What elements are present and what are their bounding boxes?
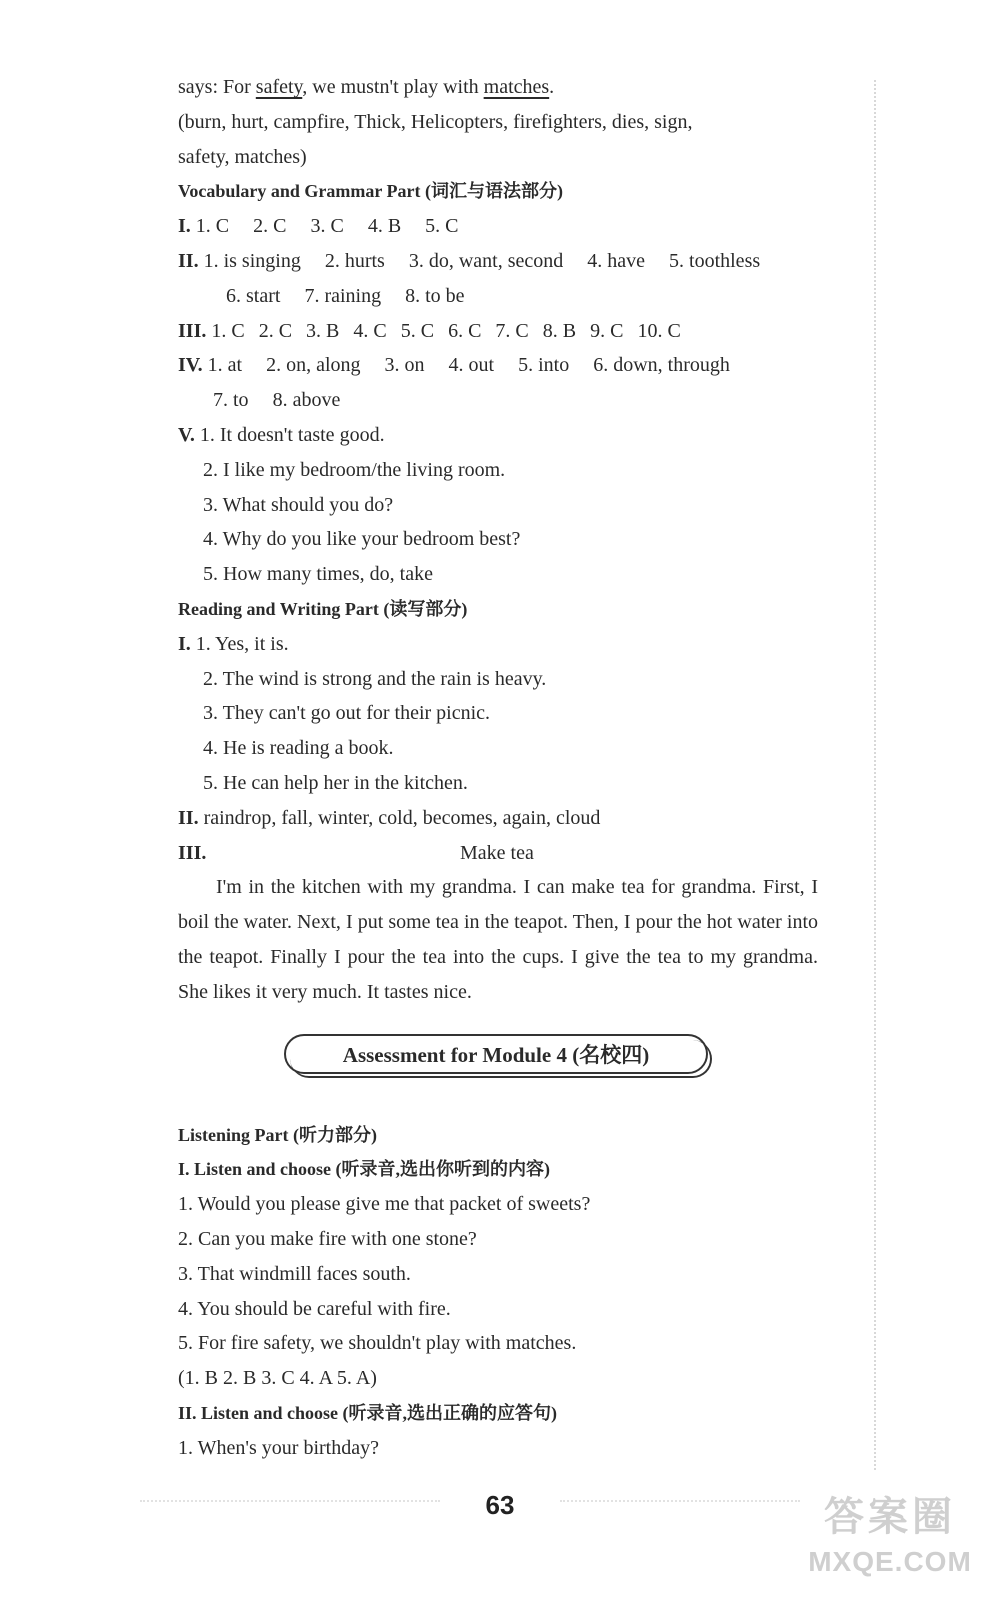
listening-item: 1. Would you please give me that packet of sweets? [178, 1193, 591, 1216]
reading-part-1-line: 3. They can't go out for their picnic. [203, 702, 491, 725]
section-heading-vocabulary: Vocabulary and Grammar Part (词汇与语法部分) [178, 181, 563, 202]
watermark-text-url: MXQE.COM [808, 1546, 972, 1577]
page-content [178, 70, 838, 1465]
page-number: 63 [485, 1490, 515, 1520]
reading-part-1-line: 4. He is reading a book. [203, 737, 394, 760]
listening-item: 1. When's your birthday? [178, 1436, 379, 1459]
vocab-part-5-line: V. 1. It doesn't taste good. [178, 423, 385, 446]
reading-part-1-line: 2. The wind is strong and the rain is heavy. [203, 667, 547, 690]
vocab-part-2-line-1: II. 1. is singing 2. hurts 3. do, want, second 4. have 5. toothless [178, 249, 761, 272]
listening-part-2-heading: II. Listen and choose (听录音,选出正确的应答句) [178, 1402, 558, 1423]
reading-part-1-line: I. 1. Yes, it is. [178, 632, 289, 655]
underlined-word-safety: safety [255, 76, 303, 98]
vocab-part-5-line: 2. I like my bedroom/the living room. [203, 458, 506, 481]
section-heading-reading: Reading and Writing Part (读写部分) [178, 598, 468, 619]
listening-part-1-heading: I. Listen and choose (听录音,选出你听到的内容) [178, 1159, 551, 1180]
vocab-part-1: I. 1. C 2. C 3. C 4. B 5. C [178, 215, 459, 238]
word-bank-line: safety, matches) [178, 145, 307, 168]
vocab-part-2-line-2: 6. start 7. raining 8. to be [226, 284, 465, 307]
essay-title: Make tea [460, 841, 534, 864]
section-heading-listening: Listening Part (听力部分) [178, 1124, 377, 1145]
vocab-part-5-line: 4. Why do you like your bedroom best? [203, 528, 521, 551]
footer-dotted-line [560, 1500, 800, 1502]
listening-answers: (1. B 2. B 3. C 4. A 5. A) [178, 1367, 377, 1390]
word-bank-line: (burn, hurt, campfire, Thick, Helicopters, firefighters, dies, sign, [178, 110, 693, 133]
margin-dotted-line [874, 80, 876, 1470]
underlined-word-matches: matches [483, 76, 550, 98]
reading-part-2: II. raindrop, fall, winter, cold, becomes, again, cloud [178, 806, 601, 829]
vocab-part-5-line: 3. What should you do? [203, 493, 394, 516]
module-banner-title: Assessment for Module 4 (名校四) [284, 1034, 708, 1074]
vocab-part-5-line: 5. How many times, do, take [203, 563, 433, 586]
listening-item: 5. For fire safety, we shouldn't play with matches. [178, 1332, 577, 1355]
watermark-logo [800, 1492, 980, 1592]
module-banner [178, 1010, 838, 1118]
vocab-part-4-line-1: IV. 1. at 2. on, along 3. on 4. out 5. into 6. down, through [178, 354, 730, 377]
watermark-text-cn: 答案圈 [824, 1495, 956, 1539]
listening-item: 3. That windmill faces south. [178, 1262, 411, 1285]
footer-dotted-line [140, 1500, 440, 1502]
continued-sentence: says: For safety, we mustn't play with matches. [178, 76, 555, 98]
listening-item: 4. You should be careful with fire. [178, 1297, 451, 1320]
listening-item: 2. Can you make fire with one stone? [178, 1227, 477, 1250]
vocab-part-3: III. 1. C 2. C 3. B 4. C 5. C 6. C 7. C 8. B 9. C 10. C [178, 319, 681, 342]
reading-part-1-line: 5. He can help her in the kitchen. [203, 771, 468, 794]
reading-part-3-header: III. Make tea [178, 836, 838, 871]
vocab-part-4-line-2: 7. to 8. above [213, 389, 341, 412]
essay-paragraph: I'm in the kitchen with my grandma. I can make tea for grandma. First, I boil the water. Next, I put some tea in the teapot. Then, I pour the hot water into the teapot. Finally I pour the tea into the cups. I give the tea to my grandma. She likes it very much. It tastes nice. [178, 876, 818, 1003]
